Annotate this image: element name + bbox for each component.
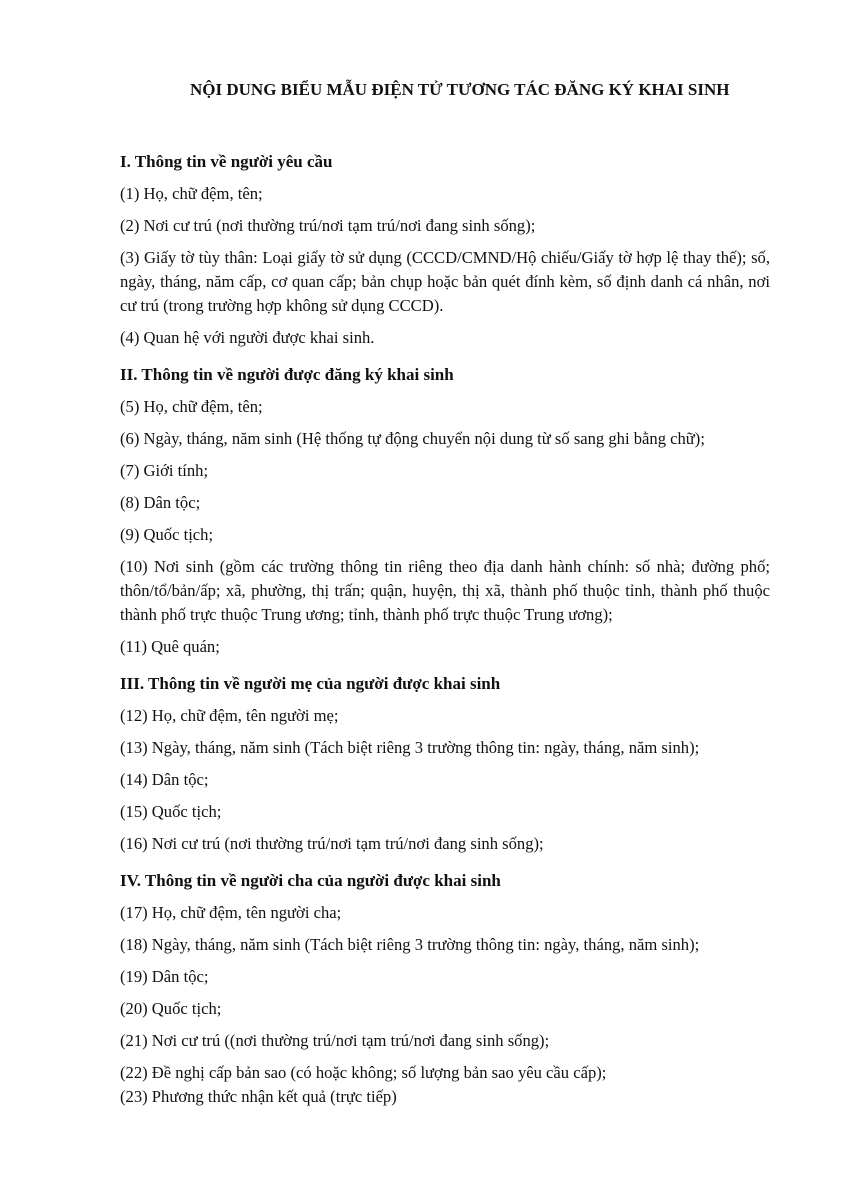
form-item-9: (9) Quốc tịch; [120,525,214,544]
form-item-14: (14) Dân tộc; [120,770,209,789]
form-item-1: (1) Họ, chữ đệm, tên; [120,184,263,203]
form-item-23: (23) Phương thức nhận kết quả (trực tiếp) [120,1087,397,1106]
form-item-6: (6) Ngày, tháng, năm sinh (Hệ thống tự động chuyển nội dung từ số sang ghi bằng chữ); [120,429,705,448]
section-heading-2: II. Thông tin về người được đăng ký khai sinh [120,365,454,384]
form-item-2: (2) Nơi cư trú (nơi thường trú/nơi tạm trú/nơi đang sinh sống); [120,216,536,235]
form-item-8: (8) Dân tộc; [120,493,201,512]
form-item-5: (5) Họ, chữ đệm, tên; [120,397,263,416]
form-item-13: (13) Ngày, tháng, năm sinh (Tách biệt riêng 3 trường thông tin: ngày, tháng, năm sinh); [120,738,700,757]
form-item-12: (12) Họ, chữ đệm, tên người mẹ; [120,706,339,725]
form-item-22: (22) Đề nghị cấp bản sao (có hoặc không; số lượng bản sao yêu cầu cấp); [120,1063,607,1082]
form-item-19: (19) Dân tộc; [120,967,209,986]
section-heading-1: I. Thông tin về người yêu cầu [120,152,333,171]
section-heading-3: III. Thông tin về người mẹ của người được khai sinh [120,674,501,693]
form-item-17: (17) Họ, chữ đệm, tên người cha; [120,903,342,922]
form-item-18: (18) Ngày, tháng, năm sinh (Tách biệt riêng 3 trường thông tin: ngày, tháng, năm sinh); [120,935,700,954]
form-item-21: (21) Nơi cư trú ((nơi thường trú/nơi tạm trú/nơi đang sinh sống); [120,1031,550,1050]
section-heading-4: IV. Thông tin về người cha của người được khai sinh [120,871,501,890]
form-item-16: (16) Nơi cư trú (nơi thường trú/nơi tạm trú/nơi đang sinh sống); [120,834,544,853]
document-title: NỘI DUNG BIỂU MẪU ĐIỆN TỬ TƯƠNG TÁC ĐĂNG KÝ KHAI SINH [190,80,730,99]
form-item-3: (3) Giấy tờ tùy thân: Loại giấy tờ sử dụng (CCCD/CMND/Hộ chiếu/Giấy tờ hợp lệ thay thế); số, ngày, tháng, năm cấp, cơ quan cấp; bản chụp hoặc bản quét đính kèm, số định danh cá nhân, nơi cư trú (trong trường hợp không sử dụng CCCD). [120,248,770,315]
document-body [120,150,770,1109]
form-item-20: (20) Quốc tịch; [120,999,222,1018]
form-item-4: (4) Quan hệ với người được khai sinh. [120,328,375,347]
form-item-7: (7) Giới tính; [120,461,209,480]
form-item-10: (10) Nơi sinh (gồm các trường thông tin riêng theo địa danh hành chính: số nhà; đường phố; thôn/tổ/bản/ấp; xã, phường, thị trấn; quận, huyện, thị xã, thành phố thuộc tỉnh, thành phố thuộc thành phố trực thuộc Trung ương; tỉnh, thành phố trực thuộc Trung ương); [120,557,770,624]
form-item-15: (15) Quốc tịch; [120,802,222,821]
form-item-11: (11) Quê quán; [120,637,220,656]
